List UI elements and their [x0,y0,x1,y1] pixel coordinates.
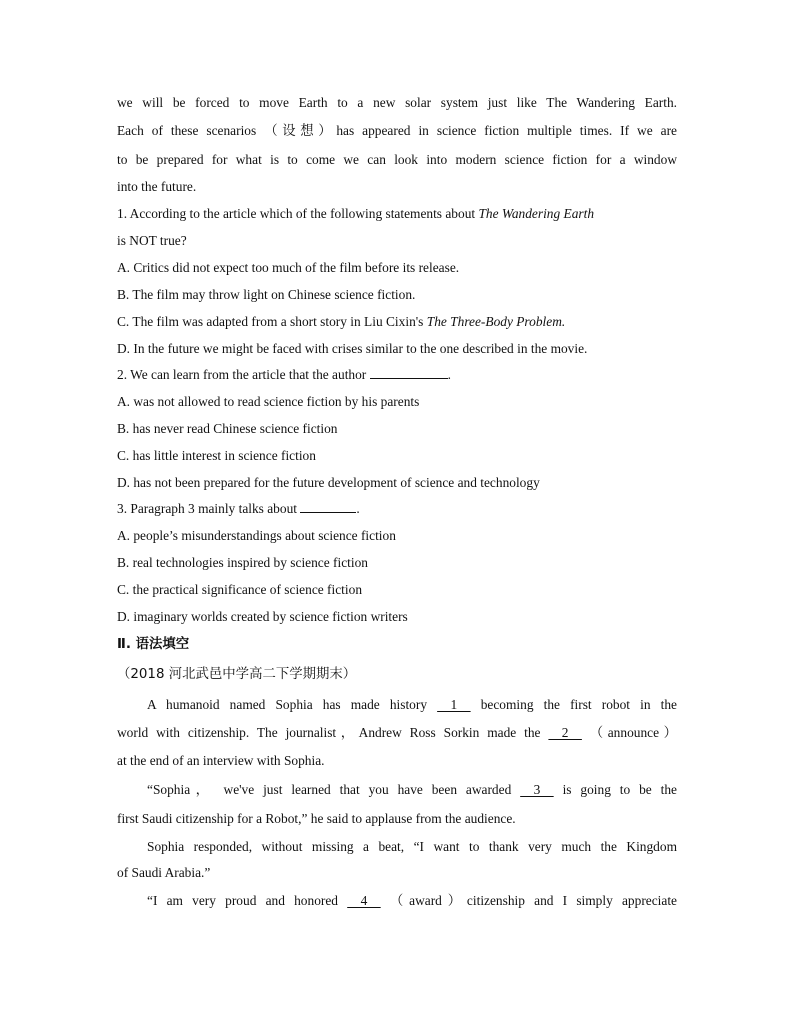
cloze-blank-1: 1 [437,697,471,712]
question-1-option-d: D. In the future we might be faced with crises similar to the one described in the movie. [117,341,588,356]
question-3-option-c: C. the practical significance of science fiction [117,582,363,597]
cloze-blank-4: 4 [347,893,381,908]
question-1-stem-text: 1. According to the article which of the following statements about [117,206,479,221]
answer-blank [300,500,356,513]
question-2-option-d: D. has not been prepared for the future development of science and technology [117,475,540,490]
question-1-option-c [117,313,677,331]
question-2-stem-text: 2. We can learn from the article that the author [117,367,370,382]
cloze-line [147,696,677,714]
question-2-option-c: C. has little interest in science fiction [117,448,316,463]
passage-line: into the future. [117,179,197,194]
question-3-option-d: D. imaginary worlds created by science fiction writers [117,609,408,624]
cloze-line: at the end of an interview with Sophia. [117,753,325,768]
section-heading: Ⅱ. 语法填空 [117,637,190,652]
cloze-text: “I am very proud and honored [147,893,348,908]
question-2-option-b: B. has never read Chinese science fiction [117,421,338,436]
cloze-text: （award）citizenship and I simply appreciate [389,893,677,908]
question-3-stem-end: . [356,501,360,516]
option-c-text: C. The film was adapted from a short story in Liu Cixin's [117,314,427,329]
question-1-option-a: A. Critics did not expect too much of the film before its release. [117,260,460,275]
cloze-blank-3: 3 [520,782,554,797]
film-title: The Wandering Earth [478,206,595,221]
passage-line: Each of these scenarios （设想）has appeared in science fiction multiple times. If we are [117,123,677,138]
cloze-line: Sophia responded, without missing a beat, “I want to thank very much the Kingdom [147,839,677,854]
source-note: （2018 河北武邑中学高二下学期期末） [117,667,357,682]
question-2-stem-end: . [447,367,451,382]
book-title: The Three-Body Problem. [426,314,566,329]
cloze-blank-2: 2 [548,725,582,740]
question-2-stem [117,366,677,384]
question-3-stem [117,500,677,518]
cloze-text: A humanoid named Sophia has made history [147,697,438,712]
cloze-text: is going to be the [562,782,677,797]
cloze-line: first Saudi citizenship for a Robot,” he said to applause from the audience. [117,811,516,826]
cloze-text: world with citizenship. The journalist，Andrew Ross Sorkin made the [117,725,549,740]
question-1-option-b: B. The film may throw light on Chinese science fiction. [117,287,416,302]
question-3-option-a: A. people’s misunderstandings about science fiction [117,528,396,543]
cloze-text: becoming the first robot in the [480,697,677,712]
cloze-line: of Saudi Arabia.” [117,865,211,880]
question-1-stem-cont: is NOT true? [117,233,187,248]
question-2-option-a: A. was not allowed to read science fiction by his parents [117,394,420,409]
cloze-line [117,724,677,742]
passage-line: to be prepared for what is to come we can look into modern science fiction for a window [117,152,677,167]
question-3-option-b: B. real technologies inspired by science fiction [117,555,368,570]
answer-blank [370,366,448,379]
cloze-line [147,781,677,799]
question-3-stem-text: 3. Paragraph 3 mainly talks about [117,501,301,516]
cloze-line [147,892,677,910]
cloze-text: （announce） [589,725,677,740]
question-1-stem [117,205,677,223]
cloze-text: “Sophia， we've just learned that you have been awarded [147,782,521,797]
passage-line: we will be forced to move Earth to a new solar system just like The Wandering Earth. [117,95,677,110]
